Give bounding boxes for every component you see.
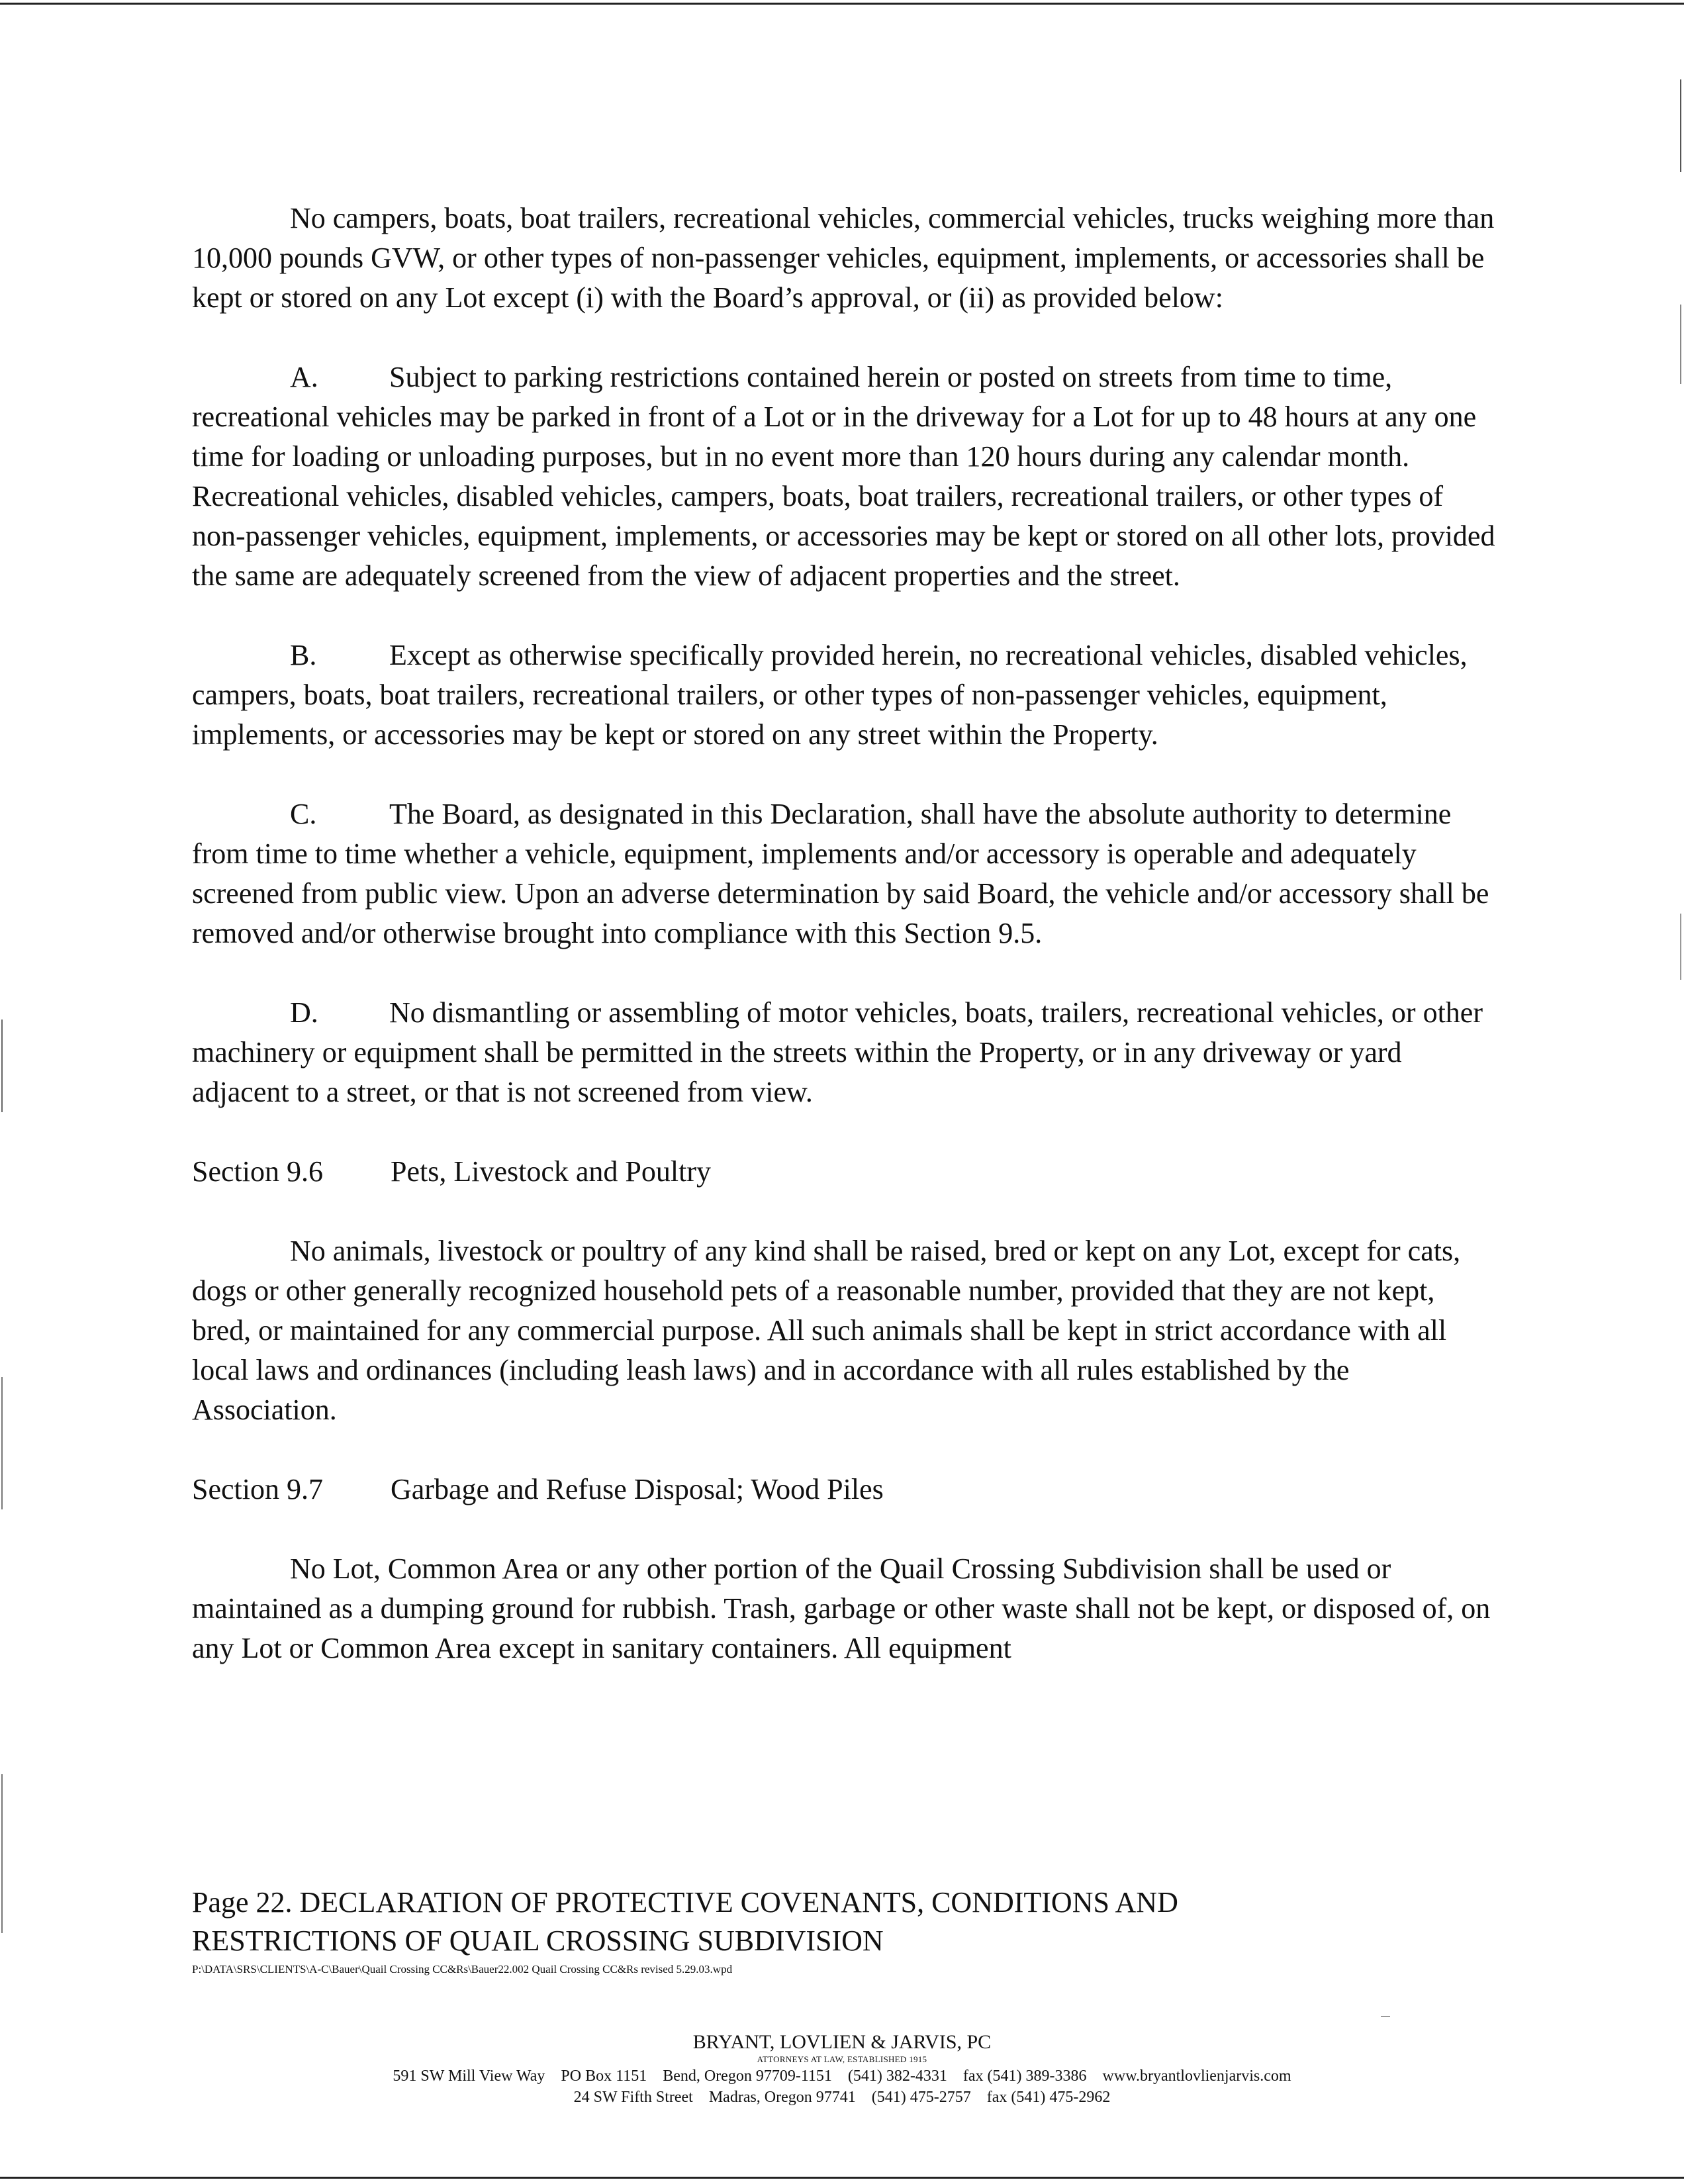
- subsection-letter: C.: [290, 798, 317, 830]
- subsection-text: No dismantling or assembling of motor vehicles, boats, trailers, recreational vehicles, or other machinery or equipment shall be permitted in the streets within the Property, or in any driveway or yard adjacent to a street, or that is not screened from view.: [192, 996, 1483, 1108]
- file-path: P:\DATA\SRS\CLIENTS\A-C\Bauer\Quail Crossing CC&Rs\Bauer22.002 Quail Crossing CC&Rs revised 5.29.03.wpd: [192, 1963, 733, 1975]
- subsection-d: [192, 993, 1496, 1112]
- section-number: Section 9.7: [192, 1473, 323, 1505]
- subsection-text: Except as otherwise specifically provided herein, no recreational vehicles, disabled vehicles, campers, boats, boat trailers, recreational trailers, or other types of non-passenger vehicles, equipment, implements, or accessories may be kept or stored on any street within the Property.: [192, 639, 1468, 751]
- firm-address-madras: 24 SW Fifth Street Madras, Oregon 97741 (541) 475-2757 fax (541) 475-2962: [573, 2089, 1111, 2106]
- body-text: [192, 199, 1496, 1708]
- footer-title-line-2: RESTRICTIONS OF QUAIL CROSSING SUBDIVISION: [192, 1924, 884, 1957]
- section-title: Garbage and Refuse Disposal; Wood Piles: [391, 1473, 884, 1505]
- subsection-a: [192, 357, 1496, 596]
- footer-title-line-1: Page 22. DECLARATION OF PROTECTIVE COVENANTS, CONDITIONS AND: [192, 1886, 1178, 1919]
- subsection-c: [192, 794, 1496, 953]
- section-heading-9-6: [192, 1152, 1496, 1192]
- subsection-letter: B.: [290, 639, 317, 671]
- section-heading-9-7: [192, 1470, 1496, 1509]
- subsection-letter: D.: [290, 996, 318, 1029]
- subsection-text: The Board, as designated in this Declaration, shall have the absolute authority to determine from time to time whether a vehicle, equipment, implements and/or accessory is operable and adequately screened from public view. Upon an adverse determination by said Board, the vehicle and/or accessory shall be removed and/or otherwise brought into compliance with this Section 9.5.: [192, 798, 1489, 949]
- section-9-6-paragraph: No animals, livestock or poultry of any kind shall be raised, bred or kept on any Lot, except for cats, dogs or other generally recognized household pets of a reasonable number, provided that they are not kept, bred, or maintained for any commercial purpose. All such animals shall be kept in strict accordance with all local laws and ordinances (including leash laws) and in accordance with all rules established by the Association.: [192, 1235, 1461, 1426]
- scan-artifact: [1, 1377, 3, 1509]
- subsection-letter: A.: [290, 361, 318, 393]
- subsection-b: [192, 636, 1496, 755]
- scan-edge-bottom: [0, 2177, 1684, 2179]
- firm-letterhead: [0, 2031, 1684, 2108]
- intro-paragraph: No campers, boats, boat trailers, recreational vehicles, commercial vehicles, trucks weighing more than 10,000 pounds GVW, or other types of non-passenger vehicles, equipment, implements, or accessories shall be kept or stored on any Lot except (i) with the Board’s approval, or (ii) as provided below:: [192, 202, 1495, 314]
- firm-name: BRYANT, LOVLIEN & JARVIS, PC: [692, 2031, 992, 2053]
- scan-artifact: [1, 1774, 3, 1933]
- scan-artifact: [1680, 79, 1681, 172]
- section-title: Pets, Livestock and Poultry: [391, 1155, 711, 1188]
- scan-artifact: [1680, 914, 1681, 980]
- firm-address-bend: 591 SW Mill View Way PO Box 1151 Bend, Oregon 97709-1151 (541) 382-4331 fax (541) 389-3386 www.bryantlovlienjarvis.com: [393, 2067, 1291, 2085]
- subsection-text: Subject to parking restrictions contained herein or posted on streets from time to time, recreational vehicles may be parked in front of a Lot or in the driveway for a Lot for up to 48 hours at any one time for loading or unloading purposes, but in no event more than 120 hours during any calendar month. Recreational vehicles, disabled vehicles, campers, boats, boat trailers, recreational trailers, or other types of non-passenger vehicles, equipment, implements, or accessories may be kept or stored on all other lots, provided the same are adequately screened from the view of adjacent properties and the street.: [192, 361, 1495, 592]
- scan-artifact: [1680, 305, 1681, 384]
- scan-artifact: [1381, 2016, 1390, 2017]
- scan-edge-top: [0, 3, 1684, 5]
- page-footer: [192, 1883, 1516, 1977]
- firm-subtitle: ATTORNEYS AT LAW, ESTABLISHED 1915: [757, 2054, 927, 2064]
- section-9-7-paragraph: No Lot, Common Area or any other portion of the Quail Crossing Subdivision shall be used or maintained as a dumping ground for rubbish. Trash, garbage or other waste shall not be kept, or disposed of, on any Lot or Common Area except in sanitary containers. All equipment: [192, 1552, 1491, 1664]
- section-number: Section 9.6: [192, 1155, 323, 1188]
- scan-artifact: [1, 1020, 3, 1112]
